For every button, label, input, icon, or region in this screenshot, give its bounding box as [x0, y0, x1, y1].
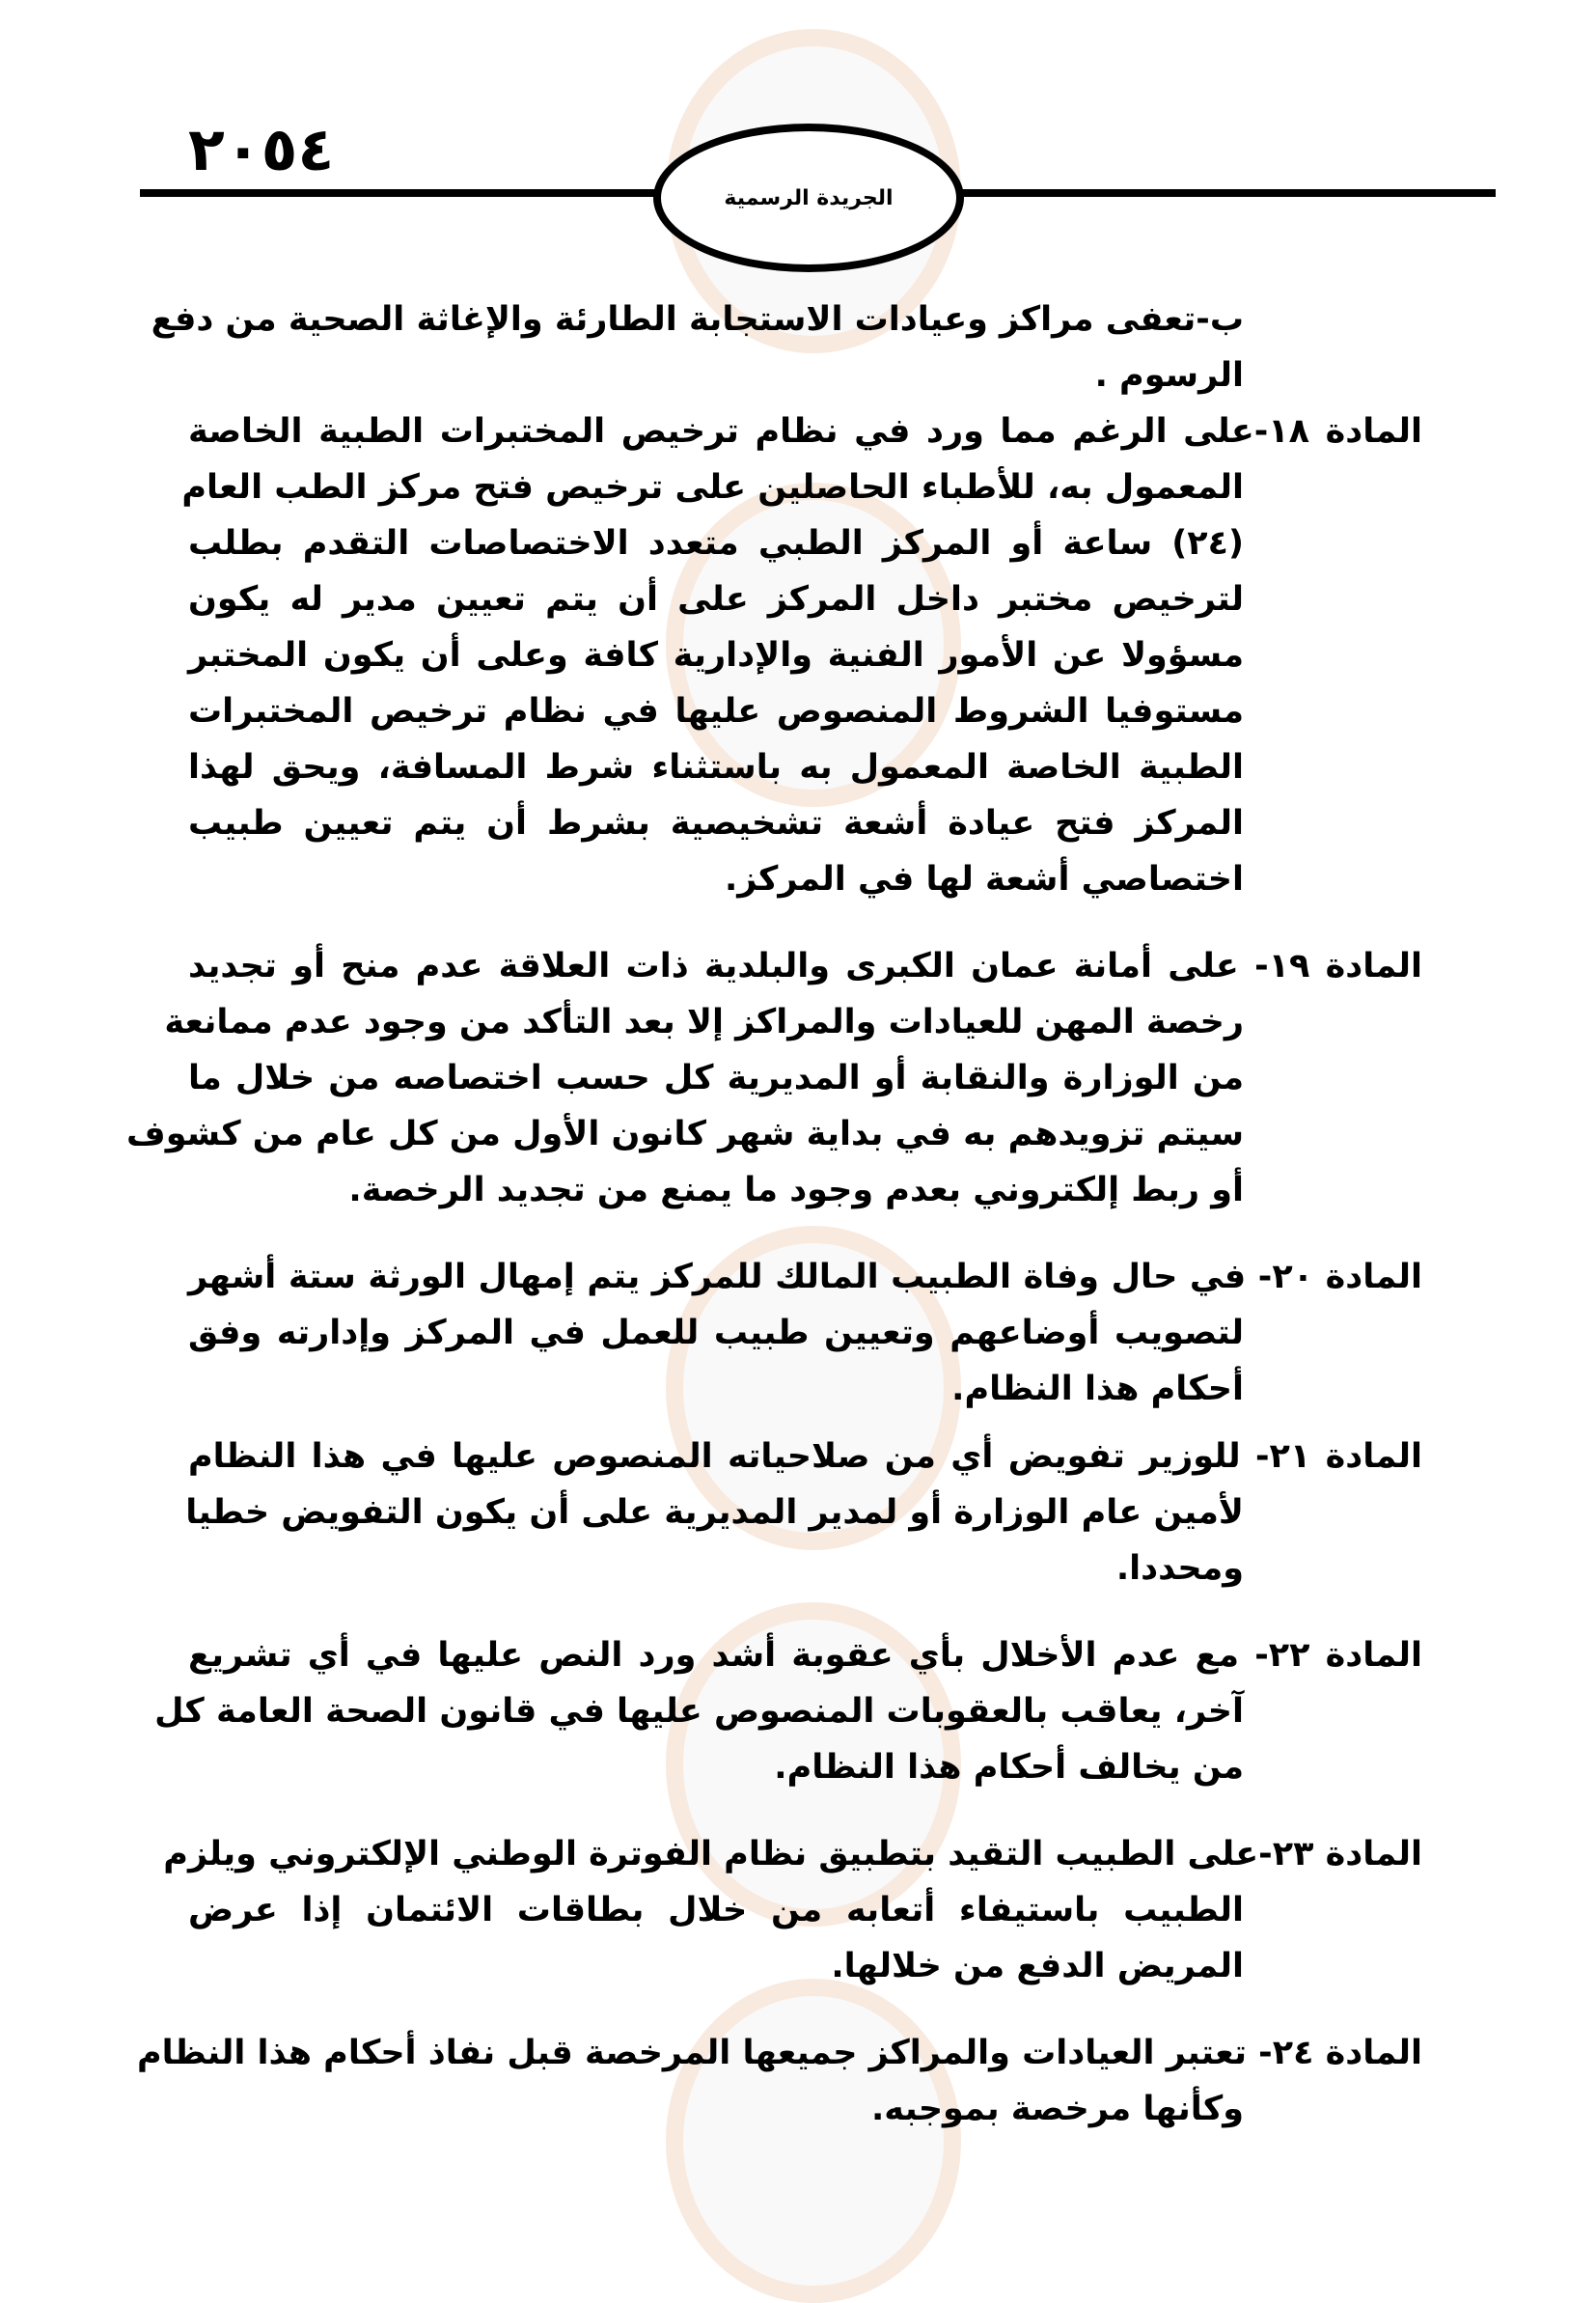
text-line — [188, 627, 1244, 683]
line-text: ومحددا. — [1115, 1549, 1244, 1588]
article-label: المادة ٢٣- — [1258, 1835, 1422, 1873]
document-body — [126, 291, 1423, 2137]
article-label: المادة ١٩- — [1238, 947, 1423, 985]
page-number: ٢٠٥٤ — [188, 114, 335, 184]
line-text: على الطبيب التقيد بتطبيق نظام الفوترة الوطني الإلكتروني ويلزم — [163, 1835, 1259, 1873]
article — [137, 2025, 1422, 2137]
line-text: اختصاصي أشعة لها في المركز. — [724, 860, 1244, 899]
text-line — [181, 459, 1244, 515]
text-line — [188, 1739, 1244, 1795]
text-line — [164, 994, 1244, 1050]
line-text: أحكام هذا النظام. — [951, 1370, 1244, 1408]
line-text: (٢٤) ساعة أو المركز الطبي متعدد الاختصاصات التقدم بطلب — [188, 524, 1244, 563]
text-line — [137, 2025, 1422, 2081]
text-line — [188, 795, 1244, 851]
line-text: آخر، يعاقب بالعقوبات المنصوص عليها في قانون الصحة العامة كل — [154, 1692, 1244, 1731]
line-text: سيتم تزويدهم به في بداية شهر كانون الأول من كل عام من كشوف — [126, 1115, 1244, 1153]
line-text: لتصويب أوضاعهم وتعيين طبيب للعمل في المركز وإدارته وفق — [188, 1314, 1244, 1352]
text-line — [188, 1540, 1244, 1596]
line-text: المعمول به، للأطباء الحاصلين على ترخيص فتح مركز الطب العام — [181, 468, 1244, 507]
line-text: من يخالف أحكام هذا النظام. — [774, 1748, 1244, 1787]
article — [126, 938, 1423, 1218]
article — [188, 1249, 1422, 1417]
article-label: المادة ١٨- — [1253, 412, 1422, 451]
publication-seal — [653, 124, 964, 272]
text-line — [188, 571, 1244, 627]
publication-title: الجريدة الرسمية — [724, 185, 894, 210]
line-text: على الرغم مما ورد في نظام ترخيص المختبرات الطبية الخاصة — [188, 412, 1254, 451]
text-line — [188, 1429, 1422, 1484]
text-line — [188, 1882, 1244, 1938]
text-line — [126, 1106, 1244, 1162]
article — [163, 1826, 1422, 1994]
text-line — [188, 1627, 1422, 1683]
text-line — [188, 683, 1244, 739]
article-label: المادة ٢٢- — [1239, 1636, 1422, 1675]
line-text: مع عدم الأخلال بأي عقوبة أشد ورد النص عليها في أي تشريع — [188, 1636, 1240, 1675]
line-text: وكأنها مرخصة بموجبه. — [871, 2090, 1244, 2128]
line-text: لترخيص مختبر داخل المركز على أن يتم تعيين مدير له يكون — [188, 580, 1244, 619]
article — [181, 403, 1422, 907]
text-line — [188, 739, 1244, 795]
text-line — [188, 347, 1244, 403]
text-line — [188, 851, 1244, 907]
line-text: الطبيب باستيفاء أتعابه من خلال بطاقات الائتمان إذا عرض — [188, 1891, 1244, 1929]
line-text: لأمين عام الوزارة أو لمدير المديرية على أن يكون التفويض خطيا — [185, 1493, 1244, 1532]
line-text: الطبية الخاصة المعمول به باستثناء شرط المسافة، ويحق لهذا — [188, 748, 1244, 787]
article — [154, 1627, 1422, 1795]
text-line — [151, 291, 1244, 347]
line-text: المريض الدفع من خلالها. — [831, 1947, 1244, 1985]
line-text: المركز فتح عيادة أشعة تشخيصية بشرط أن يتم تعيين طبيب — [188, 804, 1244, 843]
clause — [151, 291, 1422, 403]
line-text: ب-تعفى مراكز وعيادات الاستجابة الطارئة والإغاثة الصحية من دفع — [151, 300, 1244, 339]
line-text: أو ربط إلكتروني بعدم وجود ما يمنع من تجديد الرخصة. — [348, 1171, 1244, 1209]
text-line — [188, 1162, 1244, 1218]
text-line — [163, 1826, 1422, 1882]
text-line — [188, 1305, 1244, 1361]
line-text: في حال وفاة الطبيب المالك للمركز يتم إمهال الورثة ستة أشهر — [188, 1258, 1247, 1296]
text-line — [154, 1683, 1244, 1739]
line-text: من الوزارة والنقابة أو المديرية كل حسب اختصاصه من خلال ما — [188, 1059, 1244, 1097]
article-label: المادة ٢٤- — [1246, 2034, 1422, 2072]
line-text: تعتبر العيادات والمراكز جميعها المرخصة قبل نفاذ أحكام هذا النظام — [137, 2034, 1247, 2072]
text-line — [188, 1050, 1244, 1106]
text-line — [188, 1361, 1244, 1417]
line-text: رخصة المهن للعيادات والمراكز إلا بعد التأكد من وجود عدم ممانعة — [164, 1003, 1244, 1041]
line-text: مستوفيا الشروط المنصوص عليها في نظام ترخيص المختبرات — [188, 692, 1244, 731]
text-line — [188, 1938, 1244, 1994]
line-text: للوزير تفويض أي من صلاحياته المنصوص عليها في هذا النظام — [188, 1437, 1241, 1476]
text-line — [188, 938, 1422, 994]
line-text: مسؤولا عن الأمور الفنية والإدارية كافة وعلى أن يكون المختبر — [188, 636, 1244, 675]
text-line — [188, 403, 1422, 459]
article — [185, 1429, 1422, 1596]
text-line — [185, 1484, 1244, 1540]
line-text: الرسوم . — [1094, 356, 1244, 395]
article-label: المادة ٢١- — [1240, 1437, 1422, 1476]
text-line — [188, 1249, 1422, 1305]
line-text: على أمانة عمان الكبرى والبلدية ذات العلاقة عدم منح أو تجديد — [188, 947, 1239, 985]
article-label: المادة ٢٠- — [1246, 1258, 1422, 1296]
text-line — [188, 2081, 1244, 2137]
text-line — [188, 515, 1244, 571]
